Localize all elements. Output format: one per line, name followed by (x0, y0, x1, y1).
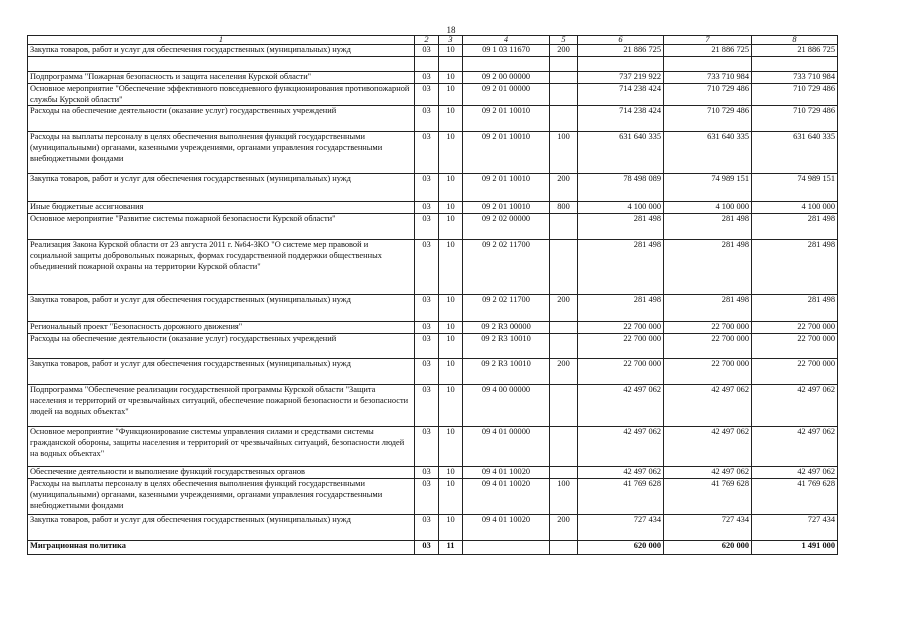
table-row (28, 467, 838, 479)
amount-col8-cell: 41 769 628 (752, 479, 838, 515)
row-name-cell: Закупка товаров, работ и услуг для обеспечения государственных (муниципальных) нужд (28, 295, 415, 322)
expense-type-cell: 100 (550, 132, 578, 174)
amount-col7-cell: 710 729 486 (664, 106, 752, 132)
expense-type-cell (550, 385, 578, 427)
amount-col8-cell: 281 498 (752, 214, 838, 240)
amount-col7-cell: 281 498 (664, 295, 752, 322)
subsection-code-cell: 10 (439, 427, 463, 467)
target-article-cell: 09 2 02 00000 (463, 214, 550, 240)
expense-type-cell: 800 (550, 202, 578, 214)
amount-col7-cell: 41 769 628 (664, 479, 752, 515)
amount-col7-cell: 42 497 062 (664, 467, 752, 479)
target-article-cell: 09 2 01 10010 (463, 132, 550, 174)
table-row (28, 515, 838, 541)
amount-col8-cell: 281 498 (752, 295, 838, 322)
target-article-cell: 09 4 01 10020 (463, 479, 550, 515)
amount-col6-cell: 21 886 725 (578, 45, 664, 57)
amount-col6-cell: 737 219 922 (578, 71, 664, 83)
amount-col6-cell: 281 498 (578, 295, 664, 322)
section-code-cell: 03 (415, 385, 439, 427)
section-code-cell: 03 (415, 106, 439, 132)
section-code-cell: 03 (415, 322, 439, 334)
amount-col7-cell: 727 434 (664, 515, 752, 541)
amount-col7-cell: 710 729 486 (664, 83, 752, 106)
section-code-cell: 03 (415, 541, 439, 555)
target-article-cell: 09 4 00 00000 (463, 385, 550, 427)
amount-col8-cell: 22 700 000 (752, 359, 838, 385)
expense-type-cell (550, 83, 578, 106)
table-row (28, 56, 838, 71)
expense-type-cell (550, 467, 578, 479)
target-article-cell: 09 4 01 00000 (463, 427, 550, 467)
row-name-cell: Основное мероприятие "Развитие системы пожарной безопасности Курской области" (28, 214, 415, 240)
amount-col8-cell: 1 491 000 (752, 541, 838, 555)
expense-type-cell: 200 (550, 174, 578, 202)
target-article-cell: 09 2 R3 10010 (463, 359, 550, 385)
row-name-cell: Обеспечение деятельности и выполнение функций государственных органов (28, 467, 415, 479)
table-row (28, 83, 838, 106)
target-article-cell: 09 2 R3 00000 (463, 322, 550, 334)
subsection-code-cell: 10 (439, 132, 463, 174)
amount-col8-cell: 42 497 062 (752, 467, 838, 479)
table-row (28, 479, 838, 515)
table-row (28, 240, 838, 295)
expense-type-cell (550, 214, 578, 240)
amount-col7-cell: 281 498 (664, 214, 752, 240)
table-row (28, 541, 838, 555)
row-name-cell: Миграционная политика (28, 541, 415, 555)
subsection-code-cell: 10 (439, 45, 463, 57)
amount-col8-cell: 727 434 (752, 515, 838, 541)
subsection-code-cell: 10 (439, 322, 463, 334)
table-row (28, 202, 838, 214)
expense-type-cell: 200 (550, 515, 578, 541)
expense-type-cell: 200 (550, 45, 578, 57)
row-name-cell (28, 56, 415, 71)
amount-col6-cell: 631 640 335 (578, 132, 664, 174)
section-code-cell (415, 56, 439, 71)
subsection-code-cell: 10 (439, 240, 463, 295)
amount-col6-cell: 41 769 628 (578, 479, 664, 515)
section-code-cell: 03 (415, 45, 439, 57)
amount-col7-cell: 21 886 725 (664, 45, 752, 57)
subsection-code-cell: 10 (439, 479, 463, 515)
amount-col8-cell: 631 640 335 (752, 132, 838, 174)
amount-col8-cell (752, 56, 838, 71)
target-article-cell: 09 2 01 00000 (463, 83, 550, 106)
amount-col6-cell: 714 238 424 (578, 106, 664, 132)
header-cell: 7 (664, 36, 752, 45)
expense-type-cell (550, 106, 578, 132)
amount-col7-cell: 4 100 000 (664, 202, 752, 214)
table-row (28, 174, 838, 202)
target-article-cell (463, 56, 550, 71)
section-code-cell: 03 (415, 202, 439, 214)
table-body (28, 36, 838, 555)
amount-col8-cell: 281 498 (752, 240, 838, 295)
header-cell: 3 (439, 36, 463, 45)
row-name-cell: Расходы на выплаты персоналу в целях обеспечения выполнения функций государственными (муниципальными) органами, казенными учреждениями, органами управления государственными внебюджетными фондами (28, 479, 415, 515)
amount-col7-cell: 22 700 000 (664, 334, 752, 359)
amount-col8-cell: 710 729 486 (752, 83, 838, 106)
amount-col6-cell: 42 497 062 (578, 467, 664, 479)
amount-col8-cell: 42 497 062 (752, 385, 838, 427)
subsection-code-cell: 10 (439, 385, 463, 427)
subsection-code-cell: 10 (439, 202, 463, 214)
target-article-cell: 09 2 00 00000 (463, 71, 550, 83)
amount-col6-cell: 22 700 000 (578, 359, 664, 385)
subsection-code-cell: 10 (439, 71, 463, 83)
amount-col6-cell: 42 497 062 (578, 427, 664, 467)
table-row (28, 427, 838, 467)
row-name-cell: Иные бюджетные ассигнования (28, 202, 415, 214)
subsection-code-cell (439, 56, 463, 71)
amount-col7-cell: 620 000 (664, 541, 752, 555)
header-cell: 4 (463, 36, 550, 45)
expense-type-cell (550, 322, 578, 334)
section-code-cell: 03 (415, 427, 439, 467)
subsection-code-cell: 11 (439, 541, 463, 555)
expense-type-cell: 200 (550, 359, 578, 385)
row-name-cell: Региональный проект "Безопасность дорожного движения" (28, 322, 415, 334)
amount-col8-cell: 710 729 486 (752, 106, 838, 132)
amount-col7-cell: 22 700 000 (664, 359, 752, 385)
target-article-cell: 09 4 01 10020 (463, 515, 550, 541)
amount-col6-cell: 22 700 000 (578, 322, 664, 334)
amount-col7-cell: 281 498 (664, 240, 752, 295)
amount-col7-cell: 22 700 000 (664, 322, 752, 334)
expense-type-cell (550, 71, 578, 83)
table-row (28, 214, 838, 240)
subsection-code-cell: 10 (439, 83, 463, 106)
expense-type-cell (550, 56, 578, 71)
expense-type-cell (550, 334, 578, 359)
row-name-cell: Расходы на обеспечение деятельности (оказание услуг) государственных учреждений (28, 106, 415, 132)
amount-col6-cell: 42 497 062 (578, 385, 664, 427)
amount-col7-cell (664, 56, 752, 71)
amount-col8-cell: 22 700 000 (752, 334, 838, 359)
table-row (28, 334, 838, 359)
header-cell: 1 (28, 36, 415, 45)
amount-col7-cell: 74 989 151 (664, 174, 752, 202)
section-code-cell: 03 (415, 214, 439, 240)
section-code-cell: 03 (415, 174, 439, 202)
table-row (28, 71, 838, 83)
target-article-cell: 09 2 01 10010 (463, 174, 550, 202)
section-code-cell: 03 (415, 515, 439, 541)
target-article-cell: 09 1 03 11670 (463, 45, 550, 57)
section-code-cell: 03 (415, 359, 439, 385)
amount-col6-cell (578, 56, 664, 71)
target-article-cell: 09 4 01 10020 (463, 467, 550, 479)
row-name-cell: Закупка товаров, работ и услуг для обеспечения государственных (муниципальных) нужд (28, 45, 415, 57)
amount-col8-cell: 74 989 151 (752, 174, 838, 202)
subsection-code-cell: 10 (439, 174, 463, 202)
row-name-cell: Реализация Закона Курской области от 23 августа 2011 г. №64-ЗКО "О системе мер правовой и социальной защиты добровольных пожарных, формах государственной поддержки общественных объединений пожарной охраны на территории Курской области" (28, 240, 415, 295)
page-number: 18 (446, 25, 456, 35)
table-row (28, 359, 838, 385)
table-row (28, 322, 838, 334)
table-row (28, 132, 838, 174)
target-article-cell: 09 2 R3 10010 (463, 334, 550, 359)
row-name-cell: Закупка товаров, работ и услуг для обеспечения государственных (муниципальных) нужд (28, 174, 415, 202)
target-article-cell (463, 541, 550, 555)
budget-table (27, 35, 838, 555)
amount-col7-cell: 42 497 062 (664, 427, 752, 467)
target-article-cell: 09 2 01 10010 (463, 202, 550, 214)
header-cell: 8 (752, 36, 838, 45)
table-row (28, 45, 838, 57)
expense-type-cell (550, 240, 578, 295)
section-code-cell: 03 (415, 479, 439, 515)
amount-col8-cell: 42 497 062 (752, 427, 838, 467)
amount-col6-cell: 281 498 (578, 214, 664, 240)
subsection-code-cell: 10 (439, 515, 463, 541)
amount-col7-cell: 42 497 062 (664, 385, 752, 427)
subsection-code-cell: 10 (439, 214, 463, 240)
section-code-cell: 03 (415, 71, 439, 83)
amount-col6-cell: 78 498 089 (578, 174, 664, 202)
row-name-cell: Расходы на выплаты персоналу в целях обеспечения выполнения функций государственными (муниципальными) органами, казенными учреждениями, органами управления государственными внебюджетными фондами (28, 132, 415, 174)
subsection-code-cell: 10 (439, 334, 463, 359)
header-cell: 6 (578, 36, 664, 45)
table-row (28, 385, 838, 427)
amount-col6-cell: 281 498 (578, 240, 664, 295)
amount-col8-cell: 22 700 000 (752, 322, 838, 334)
amount-col8-cell: 21 886 725 (752, 45, 838, 57)
row-name-cell: Закупка товаров, работ и услуг для обеспечения государственных (муниципальных) нужд (28, 515, 415, 541)
amount-col6-cell: 22 700 000 (578, 334, 664, 359)
expense-type-cell (550, 541, 578, 555)
amount-col7-cell: 733 710 984 (664, 71, 752, 83)
row-name-cell: Подпрограмма "Пожарная безопасность и защита населения Курской области" (28, 71, 415, 83)
expense-type-cell: 100 (550, 479, 578, 515)
section-code-cell: 03 (415, 295, 439, 322)
target-article-cell: 09 2 02 11700 (463, 295, 550, 322)
subsection-code-cell: 10 (439, 359, 463, 385)
header-row (28, 36, 838, 45)
expense-type-cell: 200 (550, 295, 578, 322)
section-code-cell: 03 (415, 240, 439, 295)
target-article-cell: 09 2 02 11700 (463, 240, 550, 295)
expense-type-cell (550, 427, 578, 467)
section-code-cell: 03 (415, 467, 439, 479)
amount-col8-cell: 4 100 000 (752, 202, 838, 214)
table-row (28, 106, 838, 132)
row-name-cell: Основное мероприятие "Функционирование системы управления силами и средствами системы гражданской обороны, защиты населения и территорий от чрезвычайных ситуаций, безопасности людей на водных объектах" (28, 427, 415, 467)
header-cell: 5 (550, 36, 578, 45)
subsection-code-cell: 10 (439, 295, 463, 322)
header-cell: 2 (415, 36, 439, 45)
section-code-cell: 03 (415, 83, 439, 106)
row-name-cell: Подпрограмма "Обеспечение реализации государственной программы Курской области "Защита населения и территорий от чрезвычайных ситуаций, обеспечение пожарной безопасности и безопасности людей на водных объектах" (28, 385, 415, 427)
row-name-cell: Закупка товаров, работ и услуг для обеспечения государственных (муниципальных) нужд (28, 359, 415, 385)
row-name-cell: Расходы на обеспечение деятельности (оказание услуг) государственных учреждений (28, 334, 415, 359)
subsection-code-cell: 10 (439, 467, 463, 479)
subsection-code-cell: 10 (439, 106, 463, 132)
section-code-cell: 03 (415, 132, 439, 174)
amount-col7-cell: 631 640 335 (664, 132, 752, 174)
row-name-cell: Основное мероприятие "Обеспечение эффективного повседневного функционирования противопожарной службы Курской области" (28, 83, 415, 106)
amount-col6-cell: 620 000 (578, 541, 664, 555)
amount-col6-cell: 727 434 (578, 515, 664, 541)
amount-col6-cell: 4 100 000 (578, 202, 664, 214)
target-article-cell: 09 2 01 10010 (463, 106, 550, 132)
table-row (28, 295, 838, 322)
amount-col6-cell: 714 238 424 (578, 83, 664, 106)
section-code-cell: 03 (415, 334, 439, 359)
amount-col8-cell: 733 710 984 (752, 71, 838, 83)
